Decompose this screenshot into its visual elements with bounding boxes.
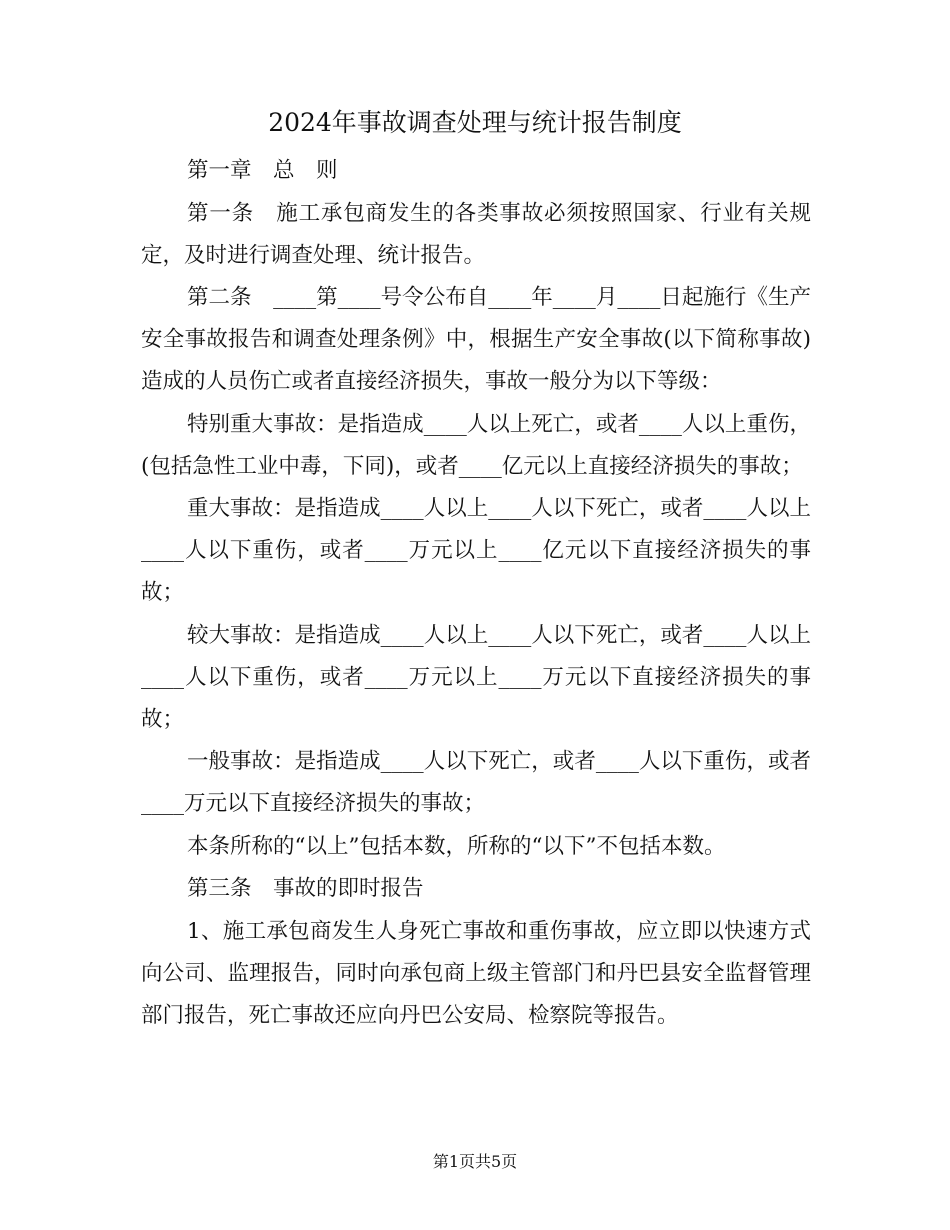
- grade-large: 较大事故：是指造成____人以上____人以下死亡，或者____人以上____人以下重伤，或者____万元以上____万元以下直接经济损失的事故；: [141, 622, 811, 732]
- grade-general: 一般事故：是指造成____人以下死亡，或者____人以下重伤，或者____万元以下直接经济损失的事故；: [141, 749, 811, 816]
- article-1: 第一条 施工承包商发生的各类事故必须按照国家、行业有关规定，及时进行调查处理、统计报告。: [141, 200, 811, 268]
- definition-note: 本条所称的“以上”包括本数，所称的“以下”不包括本数。: [187, 833, 726, 859]
- grade-especially-major: 特别重大事故：是指造成____人以上死亡，或者____人以上重伤，(包括急性工业中毒，下同)，或者____亿元以上直接经济损失的事故；: [141, 411, 811, 479]
- article-3-heading: 第三条 事故的即时报告: [187, 876, 424, 901]
- page-number: 第1页共5页: [432, 1152, 518, 1171]
- document-body: [141, 150, 811, 1037]
- grade-major: 重大事故：是指造成____人以上____人以下死亡，或者____人以上____人以下重伤，或者____万元以上____亿元以下直接经济损失的事故；: [141, 496, 811, 605]
- article-3-item-1: 1、施工承包商发生人身死亡事故和重伤事故，应立即以快速方式向公司、监理报告，同时向承包商上级主管部门和丹巴县安全监督管理部门报告，死亡事故还应向丹巴公安局、检察院等报告。: [141, 918, 811, 1028]
- document-title: 2024年事故调查处理与统计报告制度: [268, 108, 682, 137]
- chapter-heading: 第一章 总 则: [187, 158, 338, 183]
- article-2: 第二条 ____第____号令公布自____年____月____日起施行《生产安全事故报告和调查处理条例》中，根据生产安全事故(以下简称事故)造成的人员伤亡或者直接经济损失，事故一般分为以下等级：: [141, 285, 811, 394]
